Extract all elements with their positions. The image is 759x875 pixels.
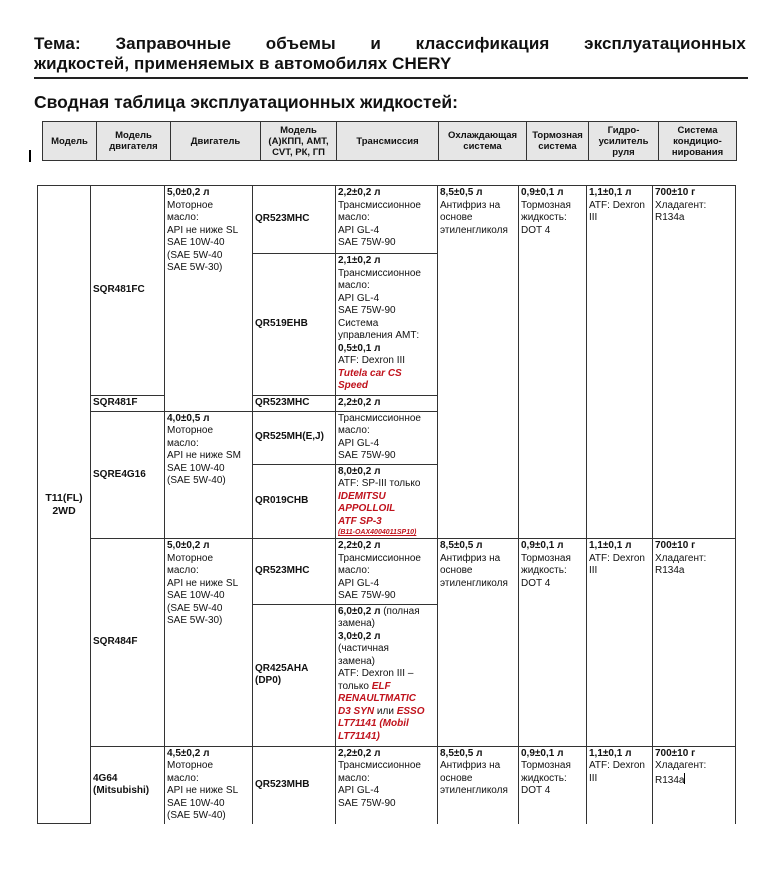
power-steering-cell [587,186,653,539]
brake-line: DOT 4 [521,785,551,796]
fluids-table [37,185,736,824]
header-brake: Тормозная система [527,122,589,161]
brake-cell [519,539,587,747]
transmission-brand: APPOLLOIL [338,503,396,514]
transmission-line: управления АМТ: [338,330,420,341]
header-model: Модель [43,122,97,161]
engine-oil-line: API не ниже SL [167,785,239,796]
transmission-line: замена) [338,618,375,629]
header-cooling: Охлаждающая система [439,122,527,161]
ac-volume: 700±10 г [655,747,696,759]
transmission-cell [336,604,438,746]
cooling-line: основе [440,772,473,784]
transmission-line: SAE 75W-90 [338,450,396,461]
power-steering-cell [587,539,653,747]
transmission-brand: ELF [371,680,391,692]
power-steering-volume: 1,1±0,1 л [589,747,632,759]
transmission-volume: 0,5±0,1 л [338,342,381,354]
title-word: Заправочные [115,34,232,53]
ac-volume: 700±10 г [655,187,696,198]
transmission-line: API GL-4 [338,224,380,236]
engine-model-cell: SQR481F [91,396,165,412]
cooling-line: основе [440,565,473,576]
brake-line: жидкость: [521,565,567,576]
text-cursor-mark [29,150,31,162]
transmission-line: SAE 75W-90 [338,590,396,601]
transmission-line: масло: [338,425,370,436]
title-word: классификация [415,34,550,53]
page-title [34,34,746,74]
transmission-volume: 2,2±0,2 л [338,397,381,408]
engine-oil-line: (SAE 5W-40 [167,602,223,614]
engine-oil-line: (SAE 5W-40) [167,475,226,486]
engine-model-cell: SQR481FC [91,186,165,396]
ac-line: R134a [655,212,685,223]
ac-cell [653,186,736,539]
title-word: объемы [265,34,336,53]
transmission-brand: Speed [338,380,369,391]
transmission-line: замена) [338,655,375,667]
power-steering-line: III [589,212,598,223]
transmission-cell [336,186,438,254]
transmission-line: Трансмиссионное [338,412,421,424]
title-word: и [370,34,381,53]
engine-oil-line: API не ниже SL [167,577,239,589]
transmission-cell [336,411,438,464]
brake-cell [519,746,587,824]
text-caret [684,773,685,784]
transmission-line: Система [338,317,379,329]
ac-line: R134a [655,774,685,786]
cooling-line: Антифриз на [440,760,501,771]
transmission-line: ATF: Dexron III – [338,668,414,679]
engine-oil-volume: 4,5±0,2 л [167,747,210,759]
engine-oil-volume: 5,0±0,2 л [167,540,210,551]
engine-oil-cell [165,746,253,824]
engine-oil-line: API не ниже SL [167,224,239,236]
ac-cell [653,539,736,747]
header-ac: Система кондицио-нирования [659,122,737,161]
transmission-line: масло: [338,212,370,223]
cooling-line: Антифриз на [440,552,501,564]
power-steering-line: III [589,565,598,576]
transmission-model-cell: QR523MHC [253,539,336,605]
transmission-line: ATF: Dexron III [338,355,406,366]
transmission-model-cell: QR425AHA (DP0) [253,604,336,746]
transmission-brand: ATF SP-3 [338,515,382,527]
power-steering-line: ATF: Dexron [589,199,645,211]
transmission-line: SAE 75W-90 [338,797,396,809]
power-steering-line: III [589,772,598,784]
transmission-line: масло: [338,772,370,784]
transmission-model-cell: QR019CHB [253,464,336,539]
power-steering-volume: 1,1±0,1 л [589,187,632,198]
table-row [38,539,736,605]
transmission-line: Трансмиссионное [338,552,421,564]
ac-line: Хладагент: [655,760,707,771]
engine-oil-volume: 4,0±0,5 л [167,412,210,424]
brake-volume: 0,9±0,1 л [521,540,564,551]
brake-volume: 0,9±0,1 л [521,747,564,759]
transmission-line: масло: [338,280,370,291]
engine-oil-line: масло: [167,772,199,784]
power-steering-line: ATF: Dexron [589,760,645,771]
cooling-cell [438,539,519,747]
header-engine: Двигатель [171,122,261,161]
cooling-line: этиленгликоля [440,785,508,796]
engine-oil-line: (SAE 5W-40) [167,810,226,821]
table-row [38,746,736,824]
title-word: эксплуатационных [584,34,746,53]
engine-oil-line: SAE 5W-30) [167,615,223,626]
transmission-line: Трансмиссионное [338,199,421,211]
brake-line: Тормозная [521,199,571,211]
ac-line: Хладагент: [655,552,707,564]
engine-oil-line: масло: [167,565,199,576]
engine-oil-cell [165,539,253,747]
header-table [42,121,737,161]
title-line-2: жидкостей, применяемых в автомобилях CHERY [34,54,452,73]
engine-model-cell: 4G64 (Mitsubishi) [91,746,165,824]
brake-line: Тормозная [521,552,571,564]
title-word: Тема: [34,34,81,53]
transmission-cell [336,746,438,824]
ac-line: Хладагент: [655,199,707,211]
transmission-model-cell: QR523MHC [253,186,336,254]
transmission-line: API GL-4 [338,437,380,449]
transmission-brand: IDEMITSU [338,490,386,502]
transmission-cell [336,464,438,539]
title-divider [34,77,748,79]
engine-oil-cell [165,411,253,539]
cooling-line: основе [440,212,473,223]
transmission-cell [336,254,438,396]
cooling-cell [438,746,519,824]
transmission-line: только [338,680,369,692]
engine-oil-line: (SAE 5W-40 [167,249,223,261]
header-engine-model: Модель двигателя [97,122,171,161]
transmission-model-cell: QR523MHB [253,746,336,824]
engine-oil-volume: 5,0±0,2 л [167,187,210,198]
power-steering-cell [587,746,653,824]
transmission-line: или [376,705,394,717]
table-row [38,186,736,254]
transmission-line: масло: [338,565,370,576]
transmission-model-cell: QR519EHB [253,254,336,396]
cooling-volume: 8,5±0,5 л [440,747,483,759]
part-number: (B11-OAX4004011SP10) [338,529,417,536]
power-steering-volume: 1,1±0,1 л [589,540,632,551]
engine-oil-cell [165,186,253,412]
engine-oil-line: API не ниже SM [167,450,241,461]
transmission-volume: 6,0±0,2 л [338,605,381,617]
transmission-line: ATF: SP-III только [338,478,421,489]
engine-oil-line: SAE 10W-40 [167,462,225,474]
transmission-line: SAE 75W-90 [338,305,396,316]
engine-oil-line: Моторное [167,425,214,436]
transmission-cell [336,396,438,412]
engine-oil-line: масло: [167,437,199,449]
transmission-line: (частичная [338,643,389,654]
engine-oil-line: Моторное [167,760,214,771]
transmission-volume: 2,1±0,2 л [338,255,381,266]
header-transmission: Трансмиссия [337,122,439,161]
transmission-line: Трансмиссионное [338,267,421,279]
cooling-volume: 8,5±0,5 л [440,540,483,551]
engine-model-cell: SQR484F [91,539,165,747]
brake-line: DOT 4 [521,577,551,589]
ac-line: R134a [655,565,685,576]
engine-oil-line: SAE 10W-40 [167,797,225,809]
section-heading: Сводная таблица эксплуатационных жидкостей: [34,92,458,112]
engine-oil-line: SAE 5W-30) [167,262,223,273]
transmission-volume: 2,2±0,2 л [338,540,381,551]
ac-volume: 700±10 г [655,540,696,551]
brake-line: Тормозная [521,760,571,771]
transmission-brand: D3 SYN [338,705,375,717]
cooling-line: Антифриз на [440,199,501,211]
transmission-volume: 2,2±0,2 л [338,747,381,759]
brake-cell [519,186,587,539]
transmission-cell [336,539,438,605]
transmission-model-cell: QR523MHC [253,396,336,412]
engine-model-cell: SQRE4G16 [91,411,165,539]
engine-oil-line: SAE 10W-40 [167,590,225,601]
engine-oil-line: SAE 10W-40 [167,237,225,248]
engine-oil-line: Моторное [167,552,214,564]
header-power-steering: Гидро-усилитель руля [589,122,659,161]
transmission-model-cell: QR525MH(E,J) [253,411,336,464]
ac-cell [653,746,736,824]
header-transmission-model: Модель (А)КПП, АМТ, CVT, РК, ГП [261,122,337,161]
transmission-volume: 3,0±0,2 л [338,630,381,642]
transmission-volume: 2,2±0,2 л [338,187,381,198]
transmission-brand: LT71141) [338,730,380,742]
transmission-line: API GL-4 [338,785,380,796]
brake-line: жидкость: [521,772,567,784]
transmission-line: API GL-4 [338,577,380,589]
transmission-line: (полная [383,605,420,617]
cooling-volume: 8,5±0,5 л [440,187,483,198]
engine-oil-line: Моторное [167,199,214,211]
brake-line: жидкость: [521,212,567,223]
cooling-line: этиленгликоля [440,577,508,589]
power-steering-line: ATF: Dexron [589,552,645,564]
transmission-line: SAE 75W-90 [338,237,396,248]
engine-oil-line: масло: [167,212,199,223]
transmission-volume: 8,0±0,2 л [338,465,381,477]
brake-volume: 0,9±0,1 л [521,187,564,198]
transmission-brand: ESSO [396,705,425,717]
cooling-line: этиленгликоля [440,224,508,236]
transmission-brand: Tutela car CS [338,367,402,379]
brake-line: DOT 4 [521,224,551,236]
transmission-brand: RENAULTMATIC [338,693,416,704]
cooling-cell [438,186,519,539]
transmission-brand: LT71141 (Mobil [338,718,409,729]
transmission-line: Трансмиссионное [338,760,421,771]
transmission-line: API GL-4 [338,292,380,304]
vehicle-model-cell: T11(FL) 2WD [38,186,91,824]
